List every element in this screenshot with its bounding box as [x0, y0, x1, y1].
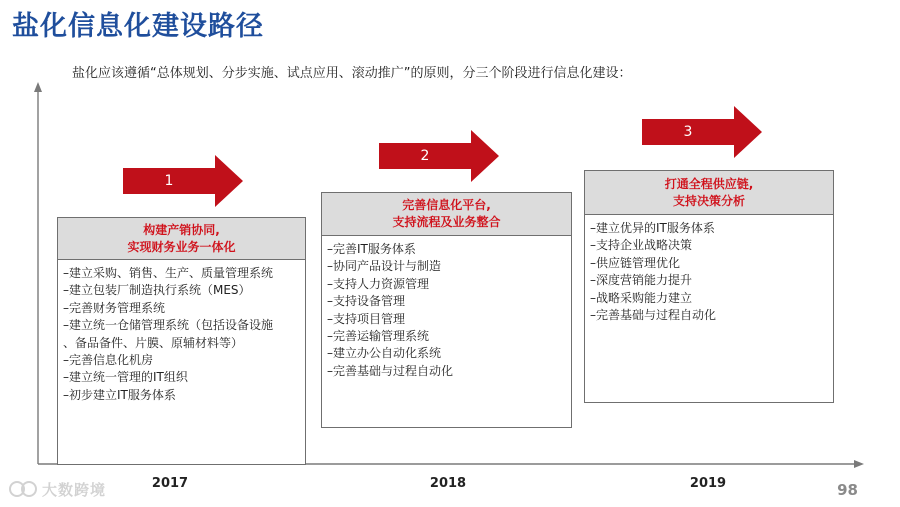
list-item: –完善IT服务体系	[327, 242, 416, 256]
list-item: –完善信息化机房	[63, 353, 154, 368]
list-item: –初步建立IT服务体系	[63, 387, 176, 402]
stage-2-arrow	[379, 130, 499, 182]
list-item: –建立采购、销售、生产、质量管理系统	[63, 266, 274, 280]
list-item: –支持项目管理	[327, 311, 406, 326]
list-item: –完善基础与过程自动化	[590, 308, 717, 323]
list-item: –建立办公自动化系统	[327, 346, 442, 361]
stage-3-heading-line-1: 打通全程供应链,	[664, 176, 754, 191]
stage-3-arrow	[642, 106, 762, 158]
stage-1-heading-line-2: 实现财务业务一体化	[127, 239, 236, 254]
list-item: –支持企业战略决策	[590, 238, 693, 253]
stage-1-list	[58, 260, 305, 404]
list-item: –战略采购能力建立	[590, 290, 693, 305]
list-item: –支持人力资源管理	[327, 276, 430, 291]
watermark-logo-icon	[8, 478, 38, 500]
year-label-2019: 2019	[689, 476, 727, 491]
stage-3-box	[584, 170, 834, 403]
intro-text: 盐化应该遵循“总体规划、分步实施、试点应用、滚动推广”的原则，分三个阶段进行信息化建设：	[72, 66, 632, 81]
stage-1-heading-line-1: 构建产销协同,	[143, 222, 220, 237]
stage-3-number: 3	[683, 124, 693, 140]
list-item: –完善基础与过程自动化	[327, 363, 454, 378]
stage-2-heading	[322, 193, 571, 236]
list-item: –支持设备管理	[327, 294, 406, 309]
stage-3-list	[585, 215, 833, 324]
list-item: –完善运输管理系统	[327, 329, 430, 344]
list-item: –建立统一管理的IT组织	[63, 370, 188, 385]
stage-1-arrow	[123, 155, 243, 207]
stage-1-box	[57, 217, 306, 465]
stage-1-number: 1	[164, 173, 174, 189]
page-title: 盐化信息化建设路径	[12, 11, 264, 42]
list-item: –深度营销能力提升	[590, 273, 693, 288]
list-item: –供应链管理优化	[590, 255, 681, 270]
stage-3-heading-line-2: 支持决策分析	[672, 193, 745, 208]
list-item: –建立包装厂制造执行系统（MES）	[63, 283, 251, 298]
watermark	[8, 478, 106, 500]
stage-2-heading-line-1: 完善信息化平台,	[402, 198, 491, 212]
list-item: 、备品备件、片膜、原辅材料等）	[63, 335, 244, 350]
stage-2-number: 2	[420, 148, 430, 164]
list-item: –完善财务管理系统	[63, 300, 166, 315]
list-item: –协同产品设计与制造	[327, 259, 442, 274]
stage-3-heading	[585, 171, 833, 215]
year-label-2018: 2018	[429, 476, 467, 491]
year-label-2017: 2017	[151, 476, 189, 491]
stage-2-box	[321, 192, 572, 428]
watermark-text: 大数跨境	[42, 480, 107, 499]
list-item: –建立统一仓储管理系统（包括设备设施	[63, 318, 274, 333]
stage-2-list	[322, 236, 571, 380]
stage-1-heading	[58, 218, 305, 260]
stage-2-heading-line-2: 支持流程及业务整合	[392, 215, 501, 229]
list-item: –建立优异的IT服务体系	[590, 221, 715, 235]
page-number: 98	[837, 481, 858, 499]
